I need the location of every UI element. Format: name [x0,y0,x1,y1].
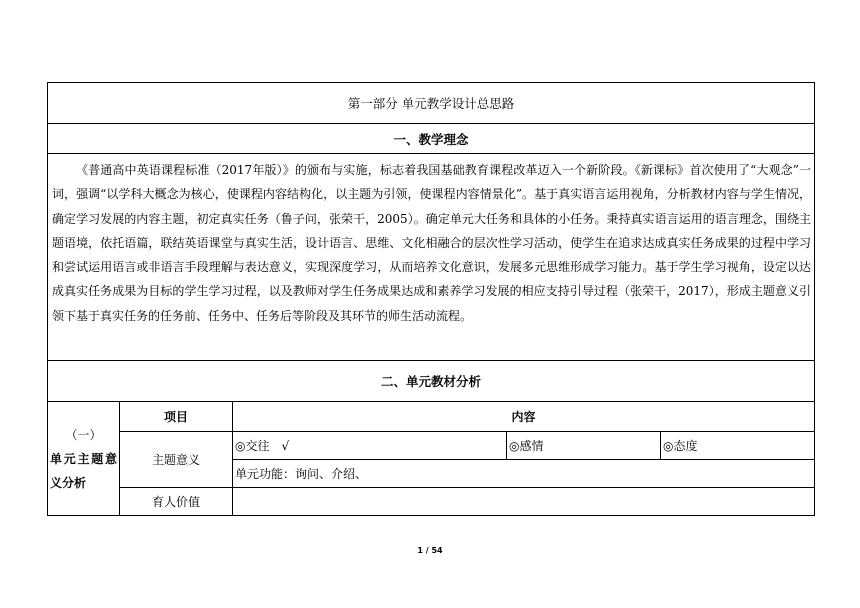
row-label-theme-meaning: 主题意义 [120,432,233,488]
theme-option-communication: ◎交往 √ [233,432,507,460]
theme-option-attitude: ◎态度 [661,432,815,460]
column-header-content: 内容 [233,402,815,432]
section-heading-teaching-philosophy: 一、教学理念 [48,124,815,154]
subsection-title-line1: 单元主题意 [50,451,117,466]
subsection-title-line2: 义分析 [50,475,87,490]
part-title: 第一部分 单元教学设计总思路 [48,83,815,124]
page-number: 1 / 54 [417,546,443,555]
subsection-number: （一） [65,427,102,442]
subsection-label [48,402,120,516]
section-heading-material-analysis: 二、单元教材分析 [48,361,815,402]
unit-function-text: 单元功能：询问、介绍、 [233,460,815,488]
teaching-philosophy-paragraph: 《普通高中英语课程标准（2017年版）》的颁布与实施，标志着我国基础教育课程改革迈入一个新阶段。《新课标》首次使用了“大观念”一词，强调“以学科大概念为核心，使课程内容结构化，以主题为引领，使课程内容情景化”。基于真实语言运用视角，分析教材内容与学生情况，确定学习发展的内容主题，初定真实任务（鲁子问，张荣干，2005）。确定单元大任务和具体的小任务。秉持真实语言运用的语言理念，围绕主题语境，依托语篇，联结英语课堂与真实生活，设计语言、思维、文化相融合的层次性学习活动，使学生在追求达成真实任务成果的过程中学习和尝试运用语言或非语言手段理解与表达意义，实现深度学习，从而培养文化意识，发展多元思维形成学习能力。基于学生学习视角，设定以达成真实任务成果为目标的学生学习过程，以及教师对学生任务成果达成和素养学习发展的相应支持引导过程（张荣干，2017），形成主题意义引领下基于真实任务的任务前、任务中、任务后等阶段及其环节的师生活动流程。 [48,154,815,361]
educational-value-content [233,488,815,516]
unit-design-table [47,82,815,516]
row-label-educational-value: 育人价值 [120,488,233,516]
theme-option-emotion: ◎感情 [507,432,661,460]
column-header-item: 项目 [120,402,233,432]
